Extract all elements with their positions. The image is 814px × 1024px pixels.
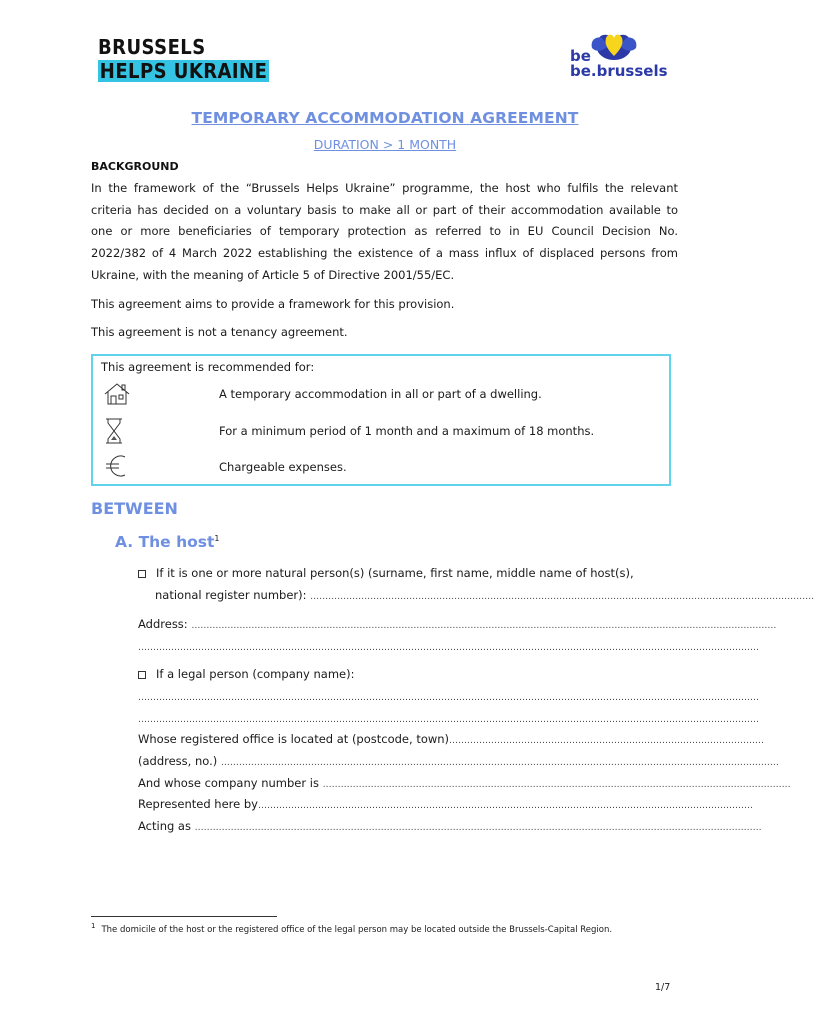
background-line: criteria has decided on a voluntary basis to make all or part of their accommodation available to bbox=[91, 202, 678, 217]
footnote-text: The domicile of the host or the registered office of the legal person may be located outside the Brussels-Capital Region. bbox=[101, 924, 613, 935]
fill-line[interactable]: ………………………………………………………………………………………………………………………………………… bbox=[322, 780, 791, 790]
document-title: TEMPORARY ACCOMMODATION AGREEMENT bbox=[191, 109, 579, 127]
fill-line[interactable]: ………………………………………………………………………………………………………………………………………………… bbox=[257, 801, 753, 811]
be-brussels-label: be.brussels bbox=[570, 62, 668, 80]
recommended-item: For a minimum period of 1 month and a maximum of 18 months. bbox=[219, 424, 595, 438]
fill-line[interactable]: …………………………………………………………………………………………………………………………………………………… bbox=[310, 592, 814, 602]
background-paragraph bbox=[91, 178, 678, 287]
background-line: 2022/382 of 4 March 2022 establishing the existence of a mass influx of displaced persons from bbox=[91, 246, 678, 261]
address-continuation-field[interactable] bbox=[138, 639, 759, 653]
company-name-field-2[interactable] bbox=[138, 711, 759, 725]
acting-as-label: Acting as bbox=[138, 819, 191, 833]
not-tenancy-paragraph: This agreement is not a tenancy agreement. bbox=[91, 325, 348, 339]
brussels-helps-ukraine-logo bbox=[98, 36, 288, 82]
background-heading: BACKGROUND bbox=[91, 160, 179, 173]
fill-line[interactable]: ……………………………………………………………………………………………………………………………………………………………………………………… bbox=[138, 693, 759, 703]
natural-person-checkbox[interactable] bbox=[138, 570, 146, 578]
be-label: be bbox=[570, 47, 591, 65]
footnote bbox=[91, 922, 612, 935]
legal-person-checkbox[interactable] bbox=[138, 671, 146, 679]
background-line: Ukraine, with the meaning of Article 5 of Directive 2001/55/EC. bbox=[91, 267, 455, 282]
fill-line[interactable]: …………………………………………………………………………………………… bbox=[449, 736, 765, 746]
natural-person-option[interactable] bbox=[138, 566, 678, 580]
document-subtitle: DURATION > 1 MONTH bbox=[313, 137, 457, 152]
page-number: 1/7 bbox=[655, 982, 671, 993]
footnote-ref: 1 bbox=[214, 533, 220, 543]
fill-line[interactable]: ……………………………………………………………………………………………………………………………………………………………………………………… bbox=[138, 715, 759, 725]
address-label: Address: bbox=[138, 617, 188, 631]
acting-as-field[interactable] bbox=[138, 819, 762, 833]
national-register-field[interactable] bbox=[155, 588, 814, 602]
address-field[interactable] bbox=[138, 617, 777, 631]
registered-office-field[interactable] bbox=[138, 732, 765, 746]
legal-person-option[interactable] bbox=[138, 667, 678, 681]
company-number-field[interactable] bbox=[138, 776, 791, 790]
company-name-field[interactable] bbox=[138, 689, 759, 703]
fill-line[interactable]: ……………………………………………………………………………………………………………………………………………………………………… bbox=[194, 823, 762, 833]
represented-by-field[interactable] bbox=[138, 797, 753, 811]
address-no-field[interactable] bbox=[138, 754, 779, 768]
euro-icon bbox=[103, 453, 129, 479]
host-heading-text: A. The host bbox=[115, 533, 215, 551]
between-heading: BETWEEN bbox=[91, 499, 178, 518]
fill-line[interactable]: …………………………………………………………………………………………………………………………………………………………………………… bbox=[191, 621, 777, 631]
represented-by-label: Represented here by bbox=[138, 797, 258, 811]
host-heading bbox=[115, 533, 220, 551]
be-brussels-logo bbox=[568, 26, 673, 78]
fill-line[interactable]: ……………………………………………………………………………………………………………………………………………………………………………………… bbox=[138, 643, 759, 653]
background-line: In the framework of the “Brussels Helps Ukraine” programme, the host who fulfils the relevant bbox=[91, 181, 678, 195]
aim-paragraph: This agreement aims to provide a framework for this provision. bbox=[91, 297, 455, 311]
footnote-rule bbox=[91, 916, 277, 917]
recommended-item: Chargeable expenses. bbox=[219, 460, 347, 474]
recommended-heading: This agreement is recommended for: bbox=[101, 360, 315, 374]
address-no-label: (address, no.) bbox=[138, 754, 218, 768]
registered-office-label: Whose registered office is located at (postcode, town) bbox=[138, 732, 450, 746]
footnote-number: 1 bbox=[91, 922, 96, 930]
recommended-item: A temporary accommodation in all or part of a dwelling. bbox=[219, 387, 542, 401]
national-register-label: national register number): bbox=[155, 588, 307, 602]
background-line: one or more beneficiaries of temporary protection as referred to in EU Council Decision No. bbox=[91, 224, 678, 239]
fill-line[interactable]: …………………………………………………………………………………………………………………………………………………………………… bbox=[220, 758, 779, 768]
company-number-label: And whose company number is bbox=[138, 776, 319, 790]
legal-person-label: If a legal person (company name): bbox=[156, 667, 355, 681]
logo-line-2: HELPS UKRAINE bbox=[99, 59, 268, 83]
natural-person-label: If it is one or more natural person(s) (surname, first name, middle name of host(s), bbox=[156, 566, 634, 580]
house-icon bbox=[103, 382, 131, 406]
recommended-box bbox=[91, 354, 671, 486]
hourglass-icon bbox=[103, 417, 127, 445]
logo-line-1: BRUSSELS bbox=[98, 35, 206, 59]
